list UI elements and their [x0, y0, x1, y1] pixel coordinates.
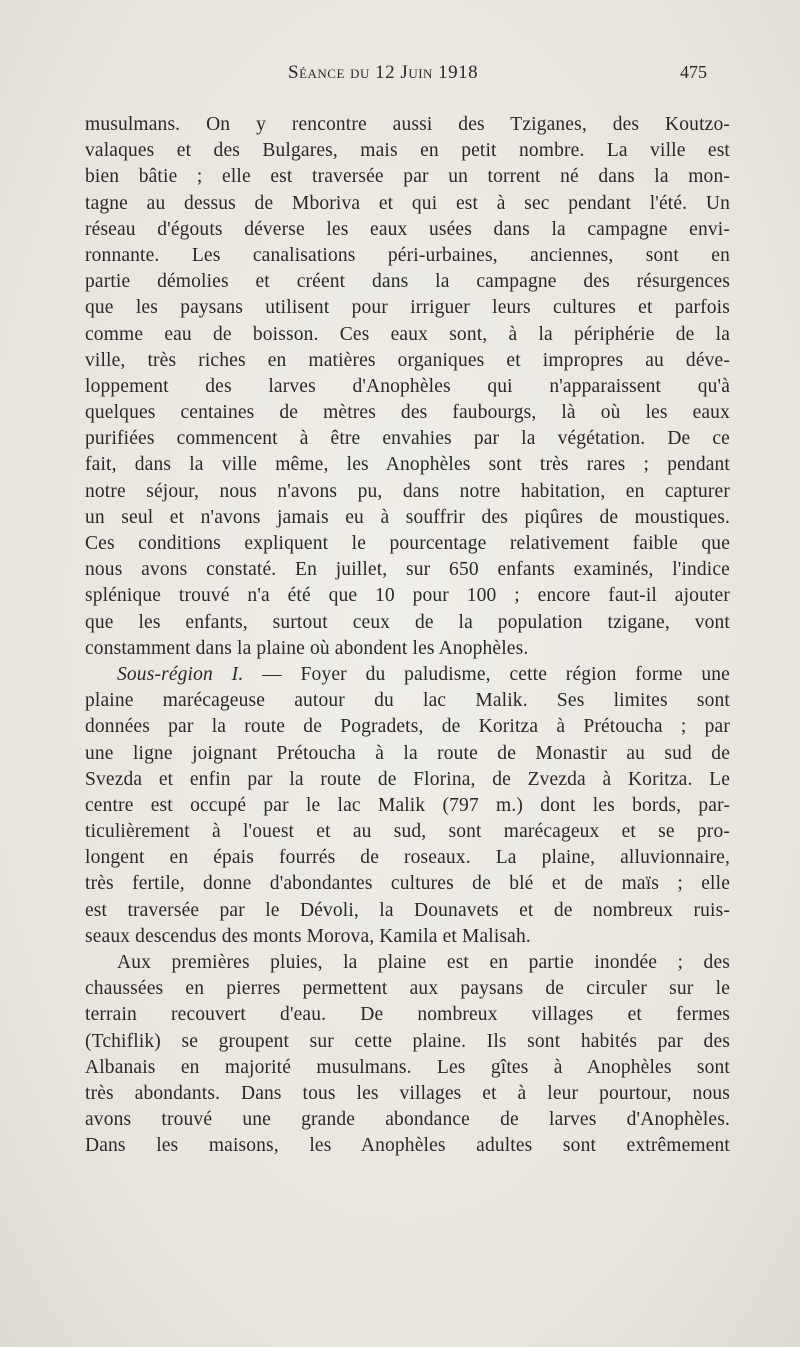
text-line: partie démolies et créent dans la campagne des résurgences [85, 271, 730, 293]
text-line: ville, très riches en matières organiques et impropres au déve- [85, 349, 730, 371]
text-line: très abondants. Dans tous les villages et à leur pourtour, nous [85, 1082, 730, 1104]
text-line: quelques centaines de mètres des faubourgs, là où les eaux [85, 402, 730, 424]
subsection-heading: Sous-région I. [117, 663, 244, 685]
text-line: chaussées en pierres permettent aux paysans de circuler sur le [85, 978, 730, 1000]
page-number: 475 [680, 62, 707, 82]
text-line: splénique trouvé n'a été que 10 pour 100 ; encore faut-il ajouter [85, 585, 730, 607]
body-text [85, 112, 730, 1160]
text-line: bien bâtie ; elle est traversée par un torrent né dans la mon- [85, 166, 730, 188]
text-line: Albanais en majorité musulmans. Les gîtes à Anophèles sont [85, 1056, 730, 1078]
text-line: données par la route de Pogradets, de Koritza à Prétoucha ; par [85, 716, 730, 738]
text-line: longent en épais fourrés de roseaux. La plaine, alluvionnaire, [85, 847, 730, 869]
text-line: (Tchiflik) se groupent sur cette plaine. Ils sont habités par des [85, 1030, 730, 1052]
text-line: musulmans. On y rencontre aussi des Tziganes, des Koutzo- [85, 114, 730, 135]
text-line: tagne au dessus de Mboriva et qui est à sec pendant l'été. Un [85, 192, 730, 214]
text-line: Ces conditions expliquent le pourcentage relativement faible que [85, 533, 730, 554]
text-line: que les paysans utilisent pour irriguer leurs cultures et parfois [85, 297, 730, 319]
text-line: seaux descendus des monts Morova, Kamila et Malisah. [85, 925, 531, 947]
text-line: est traversée par le Dévoli, la Dounavets et de nombreux ruis- [85, 899, 730, 921]
text-line: Svezda et enfin par la route de Florina, de Zvezda à Koritza. Le [85, 768, 730, 790]
text-line: centre est occupé par le lac Malik (797 m.) dont les bords, par- [85, 794, 730, 816]
text-line: purifiées commencent à être envahies par la végétation. De ce [85, 428, 730, 450]
text-line: Aux premières pluies, la plaine est en partie inondée ; des [117, 952, 730, 973]
text-line: valaques et des Bulgares, mais en petit nombre. La ville est [85, 140, 730, 162]
text-line: notre séjour, nous n'avons pu, dans notre habitation, en capturer [85, 480, 730, 502]
text-line: avons trouvé une grande abondance de larves d'Anophèles. [85, 1109, 730, 1131]
text-line: loppement des larves d'Anophèles qui n'apparaissent qu'à [85, 375, 730, 397]
running-head [0, 62, 800, 92]
text-line: Dans les maisons, les Anophèles adultes sont extrêmement [85, 1135, 730, 1157]
text-line: nous avons constaté. En juillet, sur 650 enfants examinés, l'indice [85, 559, 730, 581]
text-line [85, 662, 730, 688]
text-line: ronnante. Les canalisations péri-urbaines, anciennes, sont en [85, 244, 730, 266]
text-line: constamment dans la plaine où abondent les Anophèles. [85, 637, 529, 659]
text-line: réseau d'égouts déverse les eaux usées dans la campagne envi- [85, 218, 730, 240]
text-line-content: — Foyer du paludisme, cette région forme une [243, 663, 730, 685]
text-line: terrain recouvert d'eau. De nombreux villages et fermes [85, 1004, 730, 1026]
text-line: comme eau de boisson. Ces eaux sont, à la périphérie de la [85, 323, 730, 345]
text-line: fait, dans la ville même, les Anophèles sont très rares ; pendant [85, 454, 730, 476]
text-line: très fertile, donne d'abondantes cultures de blé et de maïs ; elle [85, 873, 730, 895]
running-head-title: Séance du 12 Juin 1918 [288, 62, 479, 83]
text-line: ticulièrement à l'ouest et au sud, sont marécageux et se pro- [85, 821, 730, 843]
text-line: que les enfants, surtout ceux de la population tzigane, vont [85, 611, 730, 633]
text-line: une ligne joignant Prétoucha à la route de Monastir au sud de [85, 742, 730, 764]
text-line: un seul et n'avons jamais eu à souffrir des piqûres de moustiques. [85, 506, 730, 528]
text-line: plaine marécageuse autour du lac Malik. Ses limites sont [85, 690, 730, 712]
